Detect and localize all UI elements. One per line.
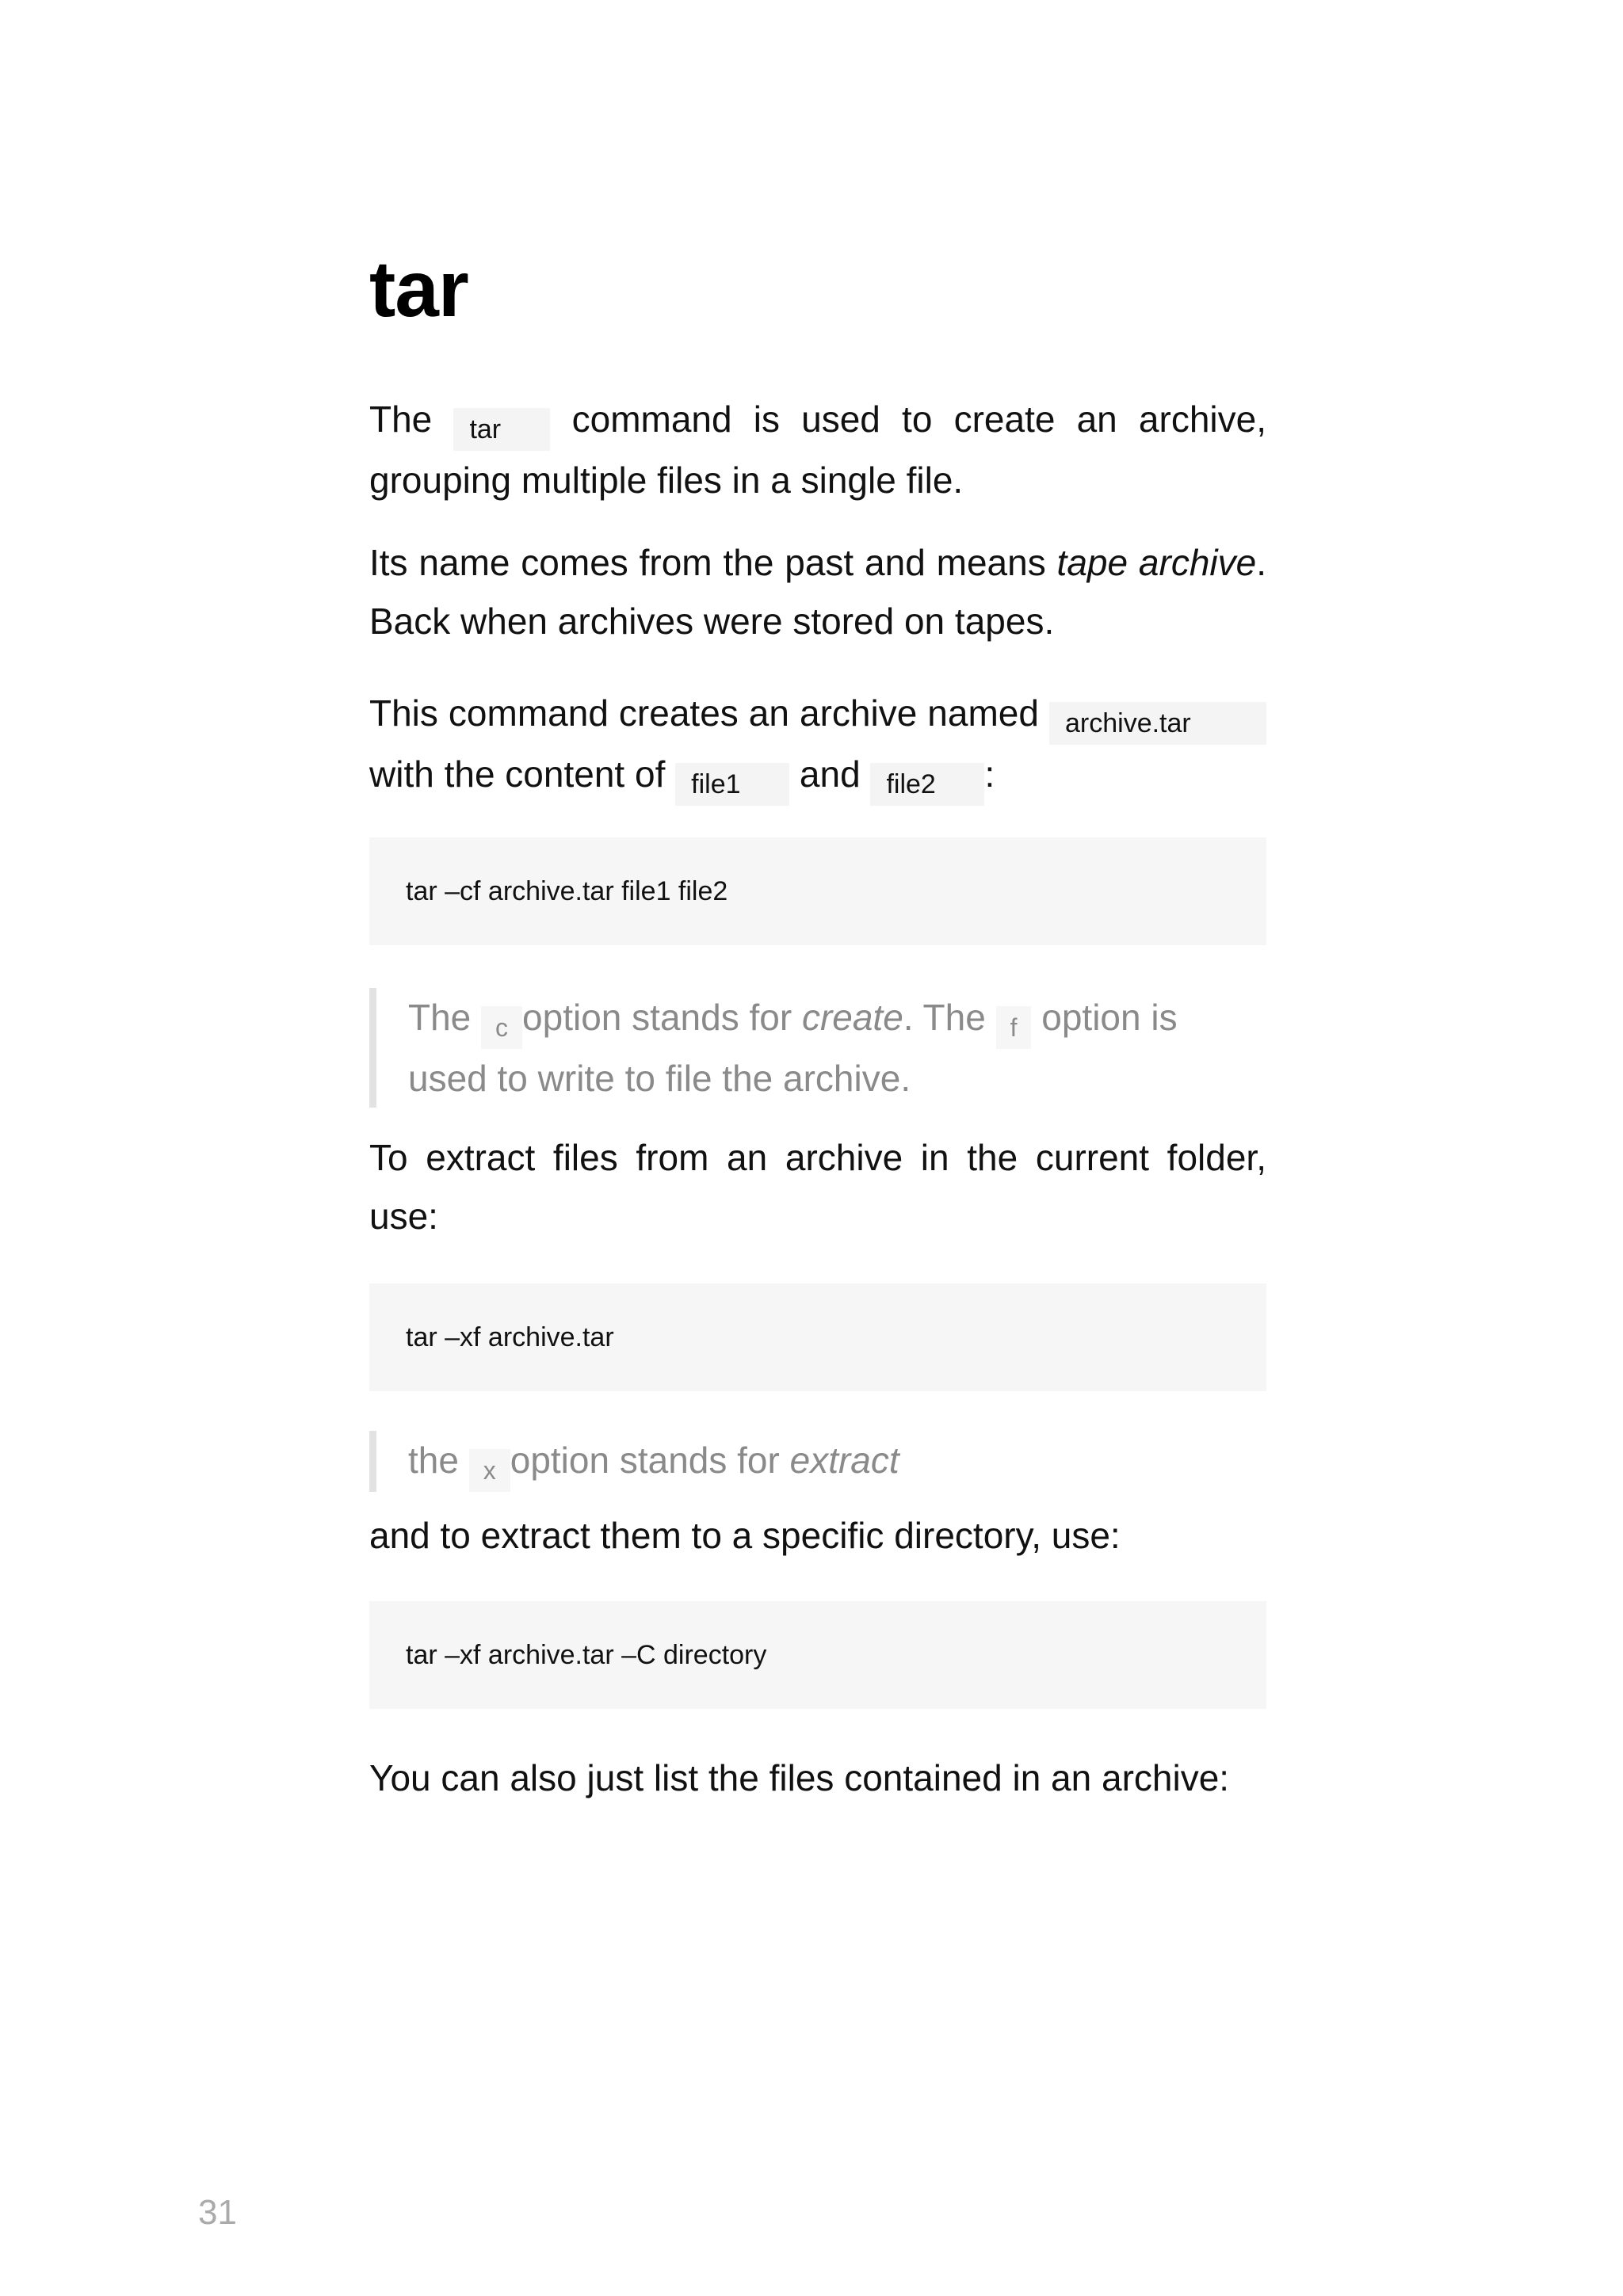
intro-paragraph <box>369 390 1266 509</box>
code-block-extract: tar –xf archive.tar <box>369 1283 1266 1391</box>
intro-text-before: The <box>369 399 454 440</box>
create-archive-paragraph <box>369 684 1266 806</box>
inline-code-f: f <box>996 1006 1032 1049</box>
create-text-before: This command creates an archive named <box>369 692 1049 734</box>
inline-code-archive-tar: archive.tar <box>1049 702 1266 745</box>
quote2-text1: the <box>408 1440 469 1481</box>
code-block-create: tar –cf archive.tar file1 file2 <box>369 837 1266 945</box>
list-files-paragraph: You can also just list the files contained in an archive: <box>369 1757 1230 1798</box>
inline-code-tar: tar <box>453 408 550 451</box>
name-origin-paragraph <box>369 533 1266 650</box>
code-block-extract-directory: tar –xf archive.tar –C directory <box>369 1601 1266 1709</box>
create-text-mid2: and <box>789 753 871 795</box>
quote1-italic-create: create <box>801 997 903 1038</box>
origin-text-before: Its name comes from the past and means <box>369 542 1057 583</box>
quote1-text3: . The <box>903 997 996 1038</box>
intro-text-after: command is used to create an archive, grouping multiple files in a single file. <box>369 399 1267 501</box>
create-text-mid1: with the content of <box>369 753 676 795</box>
create-text-after: : <box>984 753 995 795</box>
quote2-text2: option stands for <box>510 1440 790 1481</box>
quote1-text2: option stands for <box>522 997 802 1038</box>
inline-code-file2: file2 <box>870 763 984 806</box>
inline-code-file1: file1 <box>675 763 789 806</box>
origin-italic: tape archive <box>1056 542 1257 583</box>
inline-code-x: x <box>469 1449 510 1492</box>
quote2-italic-extract: extract <box>789 1440 899 1481</box>
inline-code-c: c <box>481 1006 522 1049</box>
page-title: tar <box>369 245 468 334</box>
blockquote-create-option <box>369 988 1266 1108</box>
extract-directory-paragraph: and to extract them to a specific directory, use: <box>369 1515 1121 1556</box>
quote1-text1: The <box>408 997 482 1038</box>
page-content <box>369 238 1266 1807</box>
origin-text-after: . Back when archives were stored on tapes. <box>369 542 1266 642</box>
blockquote-extract-option <box>369 1431 1266 1492</box>
extract-paragraph: To extract files from an archive in the current folder, use: <box>369 1137 1266 1237</box>
quote1-text4: option is used to write to file the archive. <box>408 997 1178 1099</box>
page-number: 31 <box>198 2193 237 2232</box>
